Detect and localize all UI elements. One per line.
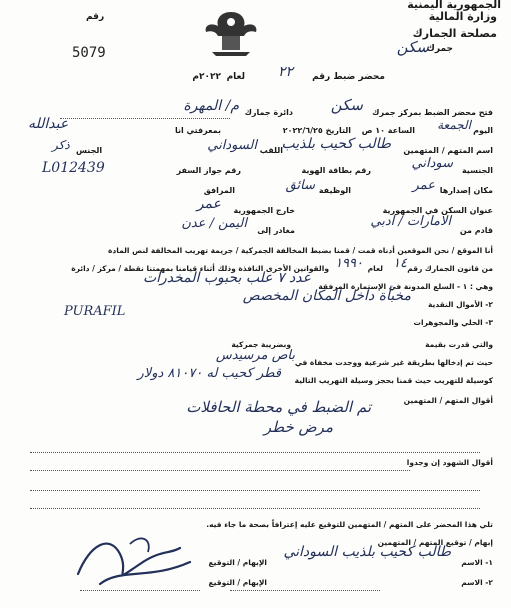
law-number: ١٤ [393,256,407,271]
signature-2-label: ٢- الاسم [461,578,493,587]
goods-value: عدد ٧ علب بحبوب المخدرات [142,270,311,286]
customs-dept-label: دائرة جمارك [244,108,293,117]
law-label: من قانون الجمارك رقم [407,264,493,273]
title-label: اللقب [259,146,283,155]
from-label: قادم من [459,226,493,235]
cash-value: مخبأة داخل المكان المخصص [242,288,411,304]
signatures-heading: إبهام / توقيع المتهم / المتهمين [377,538,493,547]
signature-1-label: ١- الاسم [461,558,493,567]
gender-value: ذكر [52,138,70,152]
to-label: مغادر إلى [257,226,295,235]
job-label: الوظيفة [318,186,351,195]
report-title: محضر ضبط رقم [312,72,385,82]
customs-value: سكن [396,38,429,56]
passport-value: L012439 [42,160,105,176]
thumb-label-1: الإبهام / التوقيع [208,558,267,567]
suspect-statement-2: مرض خطر [263,418,333,436]
nationality-value: سوداني [411,156,453,171]
suspect-name-value: طالب كحيب بلذيب [281,136,391,152]
closing-statement: تلي هذا المحضر على المتهم / المتهمين للتوقيع عليه إعترافاً بصحة ما جاء فيه. [206,520,493,529]
result-label: والتي قدرت بقيمة [425,340,493,349]
by-value: عبدالله [28,116,69,132]
statement-line: أنا الموقع / نحن الموقعين أدناه قمت / قمنا بضبط المخالفة الجمركية / جريمة تهريب المخالفة لنص المادة [107,246,493,255]
emblem-icon [198,8,264,58]
day-label: اليوم [473,126,493,135]
number-label: رقم [86,12,105,22]
report-year: ٢٠٢٢م [192,72,221,82]
signature-1-name: طالب كحيب بلذيب السوداني [283,544,451,560]
jewel-value: PURAFIL [64,304,126,319]
nationality-label: الجنسية [461,166,493,175]
cash-label: ٢- الأموال النقدية [427,300,493,309]
law-rest: والقوانين الأخرى النافذة وذلك أثناء قيامنا بمهمتنا نقطة / مركز / دائرة [71,264,329,273]
time-value: الساعة ١٠ ص [361,126,415,135]
goods-label: وهي : ١ - السلع المدونة في الإستمارة المرفقة [318,282,493,291]
signature-scribble-icon [70,524,210,594]
day-value: الجمعة [437,118,471,132]
title-value: السوداني [207,138,257,153]
report-year-label: لعام [226,72,245,82]
ministry-name: وزارة المالية [428,10,497,23]
to-value: اليمن / عدن [181,216,247,231]
vehicle-label: كوسيلة للتهريب حيث قمنا بحجز وسيلة التهريب التالية [294,376,493,385]
law-year-label: لعام [367,264,383,273]
thumb-label-2: الإبهام / التوقيع [208,578,267,587]
date-value: التاريخ ٢٠٢٢/٦/٢٥ [282,126,351,135]
serial-number: 5079 [72,45,106,61]
customs-label: جمرك [426,44,453,54]
from-value: الامارات / ادبي [370,214,451,229]
method-value: باص مرسيدس [215,348,295,363]
gender-label: الجنس [76,146,103,155]
address-label: عنوان السكن في الجمهورية [382,206,493,215]
id-label: رقم بطاقة الهوية [301,166,371,175]
address-outside-value: عمر [196,196,221,212]
suspect-statement-1: تم الضبط في محطة الحافلات [186,398,371,416]
law-year: ١٩٩٠ [335,256,363,271]
authority-name: مصلحة الجمارك [412,27,497,40]
job-value: سائق [285,178,315,193]
passport-label: رقم جواز السفر [176,166,241,175]
result-value: وبضريبة جمركية [231,340,291,349]
customs-center-value: سكن [330,96,363,114]
suspect-name-label: اسم المتهم / المتهمين [403,146,493,155]
by-label: بمعرفتي انا [175,126,221,135]
method-label: حيث تم إدخالها بطريقة غير شرعية ووجدت مخفاة في [294,358,493,367]
vehicle-value: قطر كحيب له ٨١٠٧٠ دولار [137,366,281,381]
issue-value: عمر [412,178,435,193]
address-outside-label: خارج الجمهورية [233,206,295,215]
jewel-label: ٣- الحلي والمجوهرات [413,318,493,327]
suspect-statement-label: أقوال المتهم / المتهمين [403,396,493,405]
customs-dept-value: م/ المهرة [183,98,239,114]
escort-label: المرافق [203,186,235,195]
country-header: الجمهورية اليمنية [407,0,501,11]
witness-label: أقوال الشهود إن وجدوا [406,458,493,467]
open-report-label: فتح محضر الضبط بمركز جمرك [372,108,493,117]
report-number: ٢٢ [277,64,293,80]
issue-label: مكان إصدارها [439,186,493,195]
